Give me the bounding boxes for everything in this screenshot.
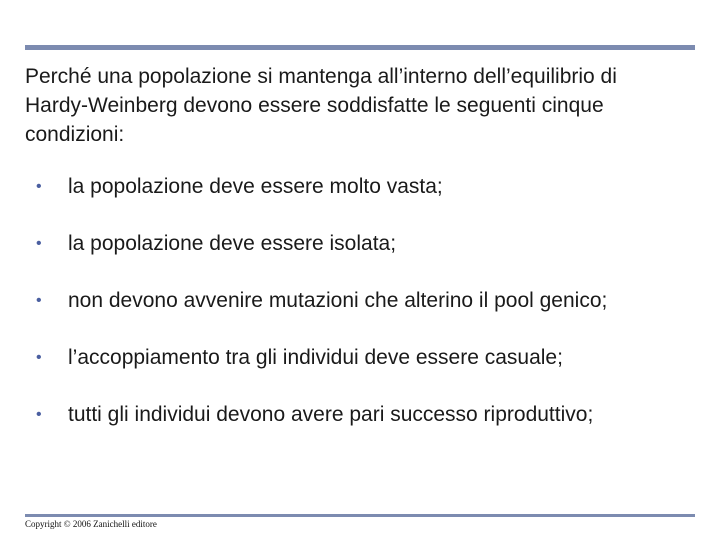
bullet-icon: • [36, 349, 42, 366]
list-item [36, 400, 686, 430]
list-item [36, 343, 686, 373]
condition-text: non devono avvenire mutazioni che alterino il pool genico; [68, 289, 608, 312]
bullet-icon: • [36, 235, 42, 252]
condition-text: tutti gli individui devono avere pari successo riproduttivo; [68, 403, 594, 426]
bottom-divider [25, 514, 695, 517]
conditions-list [36, 172, 686, 457]
intro-text: Perché una popolazione si mantenga all’interno dell’equilibrio di Hardy-Weinberg devono essere soddisfatte le seguenti cinque condizioni: [25, 65, 617, 146]
condition-text: la popolazione deve essere isolata; [68, 232, 397, 255]
copyright-notice: Copyright © 2006 Zanichelli editore [25, 519, 157, 529]
condition-text: la popolazione deve essere molto vasta; [68, 175, 443, 198]
list-item [36, 172, 686, 202]
top-divider [25, 45, 695, 50]
list-item [36, 229, 686, 259]
condition-text: l’accoppiamento tra gli individui deve essere casuale; [68, 346, 563, 369]
bullet-icon: • [36, 292, 42, 309]
bullet-icon: • [36, 406, 42, 423]
bullet-icon: • [36, 178, 42, 195]
list-item [36, 286, 686, 316]
